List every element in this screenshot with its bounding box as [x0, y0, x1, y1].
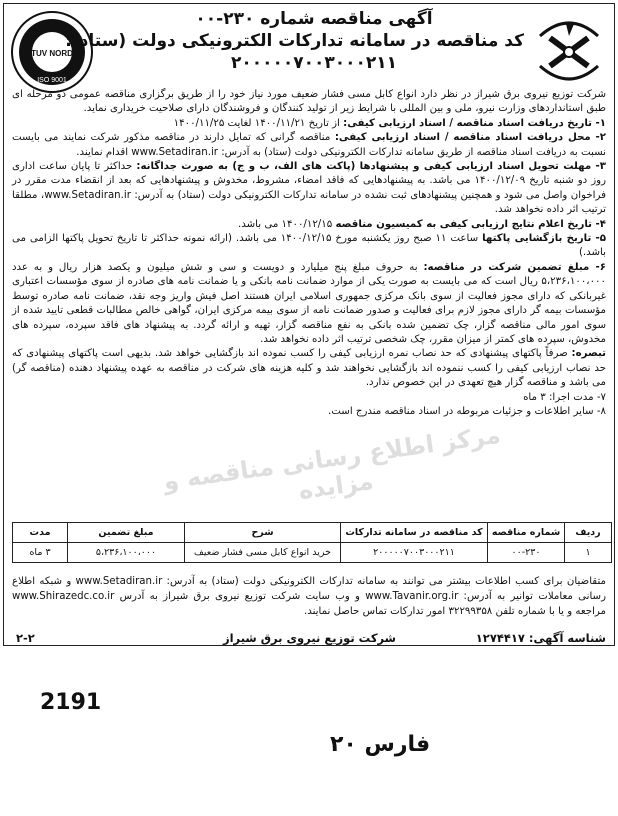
item-4-text: ۱۴۰۰/۱۲/۱۵ می باشد. — [238, 218, 333, 230]
notice-titles — [65, 8, 524, 74]
note-text: صرفاً پاکتهای پیشنهادی که حد نصاب نمره ارزیابی کیفی را کسب نموده اند بازگشایی خواهد شد. بدیهی است پاکتهای پیشنهادی که حد نصاب ارزیابی کیفی را کسب ننموده اند بازگشایی نخواهند شد و کلیه هزینه های شرکت در مناقصه به عهده پیشنهاد دهنده (مناقصه گر) می باشد و مناقصه گزار هیچ تعهدی در این خصوص ندارد. — [12, 348, 606, 389]
notice-header — [4, 4, 614, 86]
col-tender-code: کد مناقصه در سامانه تدارکات — [341, 523, 488, 543]
note — [12, 347, 606, 390]
note-label: تبصره: — [571, 348, 606, 360]
table-row — [13, 543, 612, 563]
col-tender-number: شماره مناقصه — [488, 523, 565, 543]
item-6-text: به حروف مبلغ پنج میلیارد و دویست و سی و شش میلیون و یکصد هزار ریال و به عدد ۵،۲۳۶،۱۰۰،۰۰۰ ریال است که می بایست به صورت یکی از موارد ضمانت نامه بانکی و یا ضمانت نامه های صادره از سوی مؤسسات اعتباری غیربانکی که دارای مجوز فعالیت از سوی بانک مرکزی جمهوری اسلامی ایران هستند اصل فیش واریز وجه نقد، ضمانت نامه صادره توسط مؤسسات بیمه گر دارای مجوز لازم برای فعالیت و صدور ضمانت نامه از سوی بیمه مرکزی ایران، گواهی خالص مطالبات قطعی تایید شده از سوی امور مالی مناقصه گزار، چک تضمین شده بانکی به نفع مناقصه گزار، تهیه و ارائه گردد. به پیشنهاد های فاقد سپرده، سپرده های مخدوش، سپرده های کمتر از میزان مقرر، چک شخصی ترتیب اثر داده نخواهد شد. — [12, 261, 606, 345]
tuv-nord-iso-logo — [10, 10, 94, 94]
item-5-text: ساعت ۱۱ صبح روز یکشنبه مورخ ۱۴۰۰/۱۲/۱۵ می باشد. (ارائه نمونه حداکثر تا تاریخ تحویل پاکتها الزامی می باشد.) — [12, 233, 606, 259]
notice-code: ۲۰۰۰۰۰۷۰۰۳۰۰۰۲۱۱ — [230, 53, 397, 73]
item-3-text: حداکثر تا پایان ساعت اداری روز دو شنبه تاریخ ۱۴۰۰/۱۲/۰۹ می باشد. به پیشنهادهایی که فاقد امضاء، مشروط، مخدوش و پیشنهادهایی که بعد از انقضاء مدت مقرر در فراخوان واصل می شود و همچنین پیشنهادهای ثبت نشده در سامانه تدارکات الکترونیکی دولت (ستاد) به آدرس: www.Setadiran.ir، مطلقا ترتیب اثر داده نخواهد شد. — [12, 161, 606, 216]
item-2-text: مناقصه گرانی که تمایل دارند در مناقصه مذکور شرکت نمایند می بایست نسبت به دریافت اسناد مناقصه از طریق سامانه تدارکات الکترونیکی دولت (ستاد) به آدرس: www.Setadiran.ir اقدام نمایند. — [12, 132, 606, 158]
notice-code-label: کد مناقصه در سامانه تدارکات الکترونیکی دولت (ستاد): — [65, 31, 524, 51]
item-5-label: ۵- تاریخ بازگشایی پاکتها — [482, 233, 606, 245]
table-header-row — [13, 523, 612, 543]
item-3-label: ۳- مهلت تحویل اسناد ارزیابی کیفی و پیشنهادها (پاکت های الف، ب و ج) به صورت جداگانه: — [136, 161, 606, 173]
notice-number: 2191 — [40, 690, 102, 715]
tender-notice — [3, 3, 615, 646]
cell-duration: ۳ ماه — [13, 543, 68, 563]
footer-info: متقاضیان برای کسب اطلاعات بیشتر می توانند به سامانه تدارکات الکترونیکی دولت (ستاد) به آدرس: www.Setadiran.ir و شبکه اطلاع رسانی معاملات توانیر به آدرس: www.Tavanir.org.ir و وب سایت شرکت توزیع نیروی برق شیراز به آدرس www.Shirazedc.co.ir مراجعه و یا با شماره تلفن ۳۲۲۹۹۳۵۸ امور تدارکات تماس حاصل نمایند. — [12, 576, 607, 617]
watermark: مرکز اطلاع رسانی مناقصه و مزایده — [161, 420, 503, 505]
cell-row: ۱ — [565, 543, 612, 563]
cell-guarantee: ۵،۲۳۶،۱۰۰،۰۰۰ — [68, 543, 185, 563]
item-4-label: ۴- تاریخ اعلام نتایج ارزیابی کیفی به کمیسیون مناقصه — [335, 218, 606, 230]
cell-tender-code: ۲۰۰۰۰۰۷۰۰۳۰۰۰۲۱۱ — [341, 543, 488, 563]
logo-left-label: TUV NORD — [31, 49, 73, 58]
item-1 — [12, 117, 606, 131]
item-1-label: ۱- تاریخ دریافت اسناد مناقصه / اسناد ارزیابی کیفی: — [343, 117, 606, 129]
item-1-text: از تاریخ ۱۴۰۰/۱۱/۲۱ لغایت ۱۴۰۰/۱۱/۲۵ — [173, 117, 340, 129]
item-3 — [12, 160, 606, 218]
item-2-label: ۲- محل دریافت اسناد مناقصه / اسناد ارزیابی کیفی: — [334, 132, 606, 144]
col-guarantee: مبلغ تضمین — [68, 523, 185, 543]
intro-paragraph: شرکت توزیع نیروی برق شیراز در نظر دارد انواع کابل مسی فشار ضعیف مورد نیاز خود را از طریق برگزاری مناقصه عمومی دو مرحله ای طبق استانداردهای وزارت نیرو، ملی و بین المللی با شرایط زیر از تولید کنندگان و فروشندگان دارای صلاحیت خریداری نماید. — [12, 89, 606, 115]
col-row: ردیف — [565, 523, 612, 543]
tender-table — [12, 522, 612, 563]
item-4 — [12, 218, 606, 232]
notice-title: آگهی مناقصه شماره ۲۳۰-۰۰ — [195, 9, 433, 29]
item-5 — [12, 232, 606, 261]
item-7: ۷- مدت اجرا: ۳ ماه — [523, 391, 606, 403]
cell-description: خرید انواع کابل مسی فشار ضعیف — [185, 543, 341, 563]
ad-id: شناسه آگهی: ۱۲۷۴۴۱۷ — [475, 631, 606, 645]
col-description: شرح — [185, 523, 341, 543]
item-8: ۸- سایر اطلاعات و جزئیات مربوطه در اسناد مناقصه مندرج است. — [328, 405, 606, 417]
col-duration: مدت — [13, 523, 68, 543]
electricity-distribution-logo-icon — [536, 16, 602, 86]
company-name: شرکت توزیع نیروی برق شیراز — [223, 631, 396, 645]
item-6 — [12, 261, 606, 347]
cell-tender-number: ۰۰-۲۳۰ — [488, 543, 565, 563]
publisher-label: فارس ۲۰ — [330, 732, 431, 757]
logo-left-iso: ISO 9001 — [37, 77, 67, 84]
notice-body — [12, 88, 606, 419]
item-6-label: ۶- مبلغ تضمین شرکت در مناقصه: — [423, 261, 607, 273]
page-number: ۲-۲ — [16, 631, 35, 645]
item-2 — [12, 131, 606, 160]
